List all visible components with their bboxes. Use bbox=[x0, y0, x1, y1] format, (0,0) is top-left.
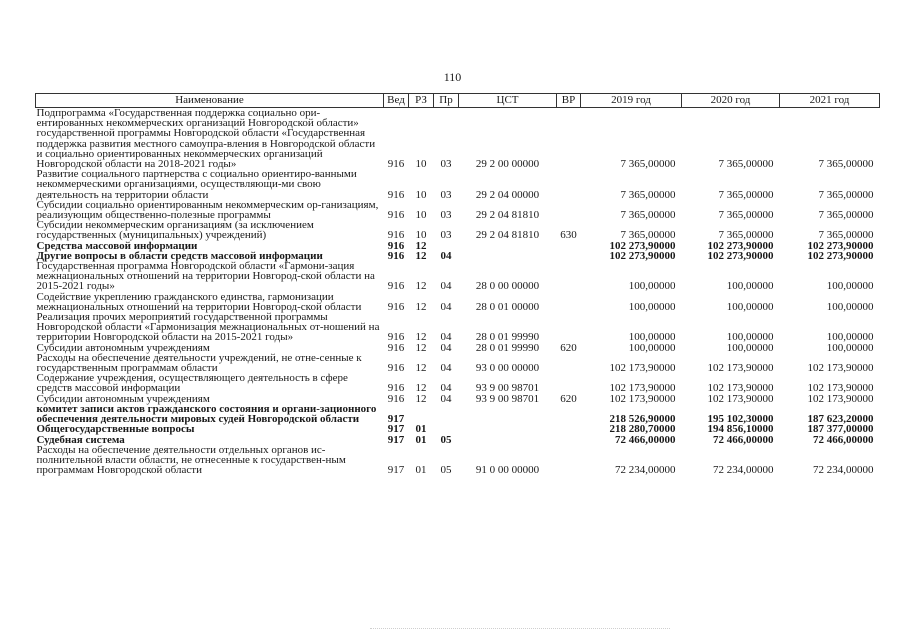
cell-2019: 102 173,90000 bbox=[609, 382, 676, 395]
table-row bbox=[36, 353, 880, 373]
cell-2019: 218 526,90000 bbox=[609, 413, 676, 426]
cell-2021: 7 365,00000 bbox=[818, 209, 874, 222]
cell-rz: 12 bbox=[415, 331, 427, 344]
cell-vr bbox=[557, 404, 581, 424]
cell-vr bbox=[557, 261, 581, 292]
cell-vr bbox=[557, 445, 581, 476]
cell-2019: 218 280,70000 bbox=[609, 423, 676, 436]
cell-vr: 630 bbox=[560, 229, 577, 242]
cell-pr: 03 bbox=[440, 158, 452, 171]
header-ved: Вед bbox=[384, 94, 409, 108]
budget-table bbox=[35, 93, 880, 475]
cell-2020: 7 365,00000 bbox=[718, 188, 774, 201]
cell-ved: 916 bbox=[387, 209, 405, 222]
cell-2021: 100,00000 bbox=[826, 341, 874, 354]
cell-vr bbox=[557, 312, 581, 343]
table-header-row bbox=[36, 94, 880, 108]
cell-2019: 100,00000 bbox=[628, 331, 676, 344]
cell-vr bbox=[557, 435, 581, 445]
cell-2019: 100,00000 bbox=[628, 280, 676, 293]
table-row bbox=[36, 445, 880, 476]
cell-2020: 100,00000 bbox=[726, 341, 774, 354]
header-vr: ВР bbox=[557, 94, 581, 108]
cell-ved: 916 bbox=[387, 300, 405, 313]
cell-2020: 102 273,90000 bbox=[707, 249, 774, 262]
cell-name: комитет записи актов гражданского состояния и органи-зационного обеспечения деятельности мировых судей Новгородской области bbox=[36, 402, 377, 426]
cell-vr: 620 bbox=[560, 341, 577, 354]
cell-2020: 102 173,90000 bbox=[707, 392, 774, 405]
cell-2020: 72 234,00000 bbox=[713, 464, 774, 477]
cell-name: Другие вопросы в области средств массовой информации bbox=[36, 249, 323, 262]
cell-name: Субсидии социально ориентированным некоммерческим ор-ганизациям, реализующим общественно-полезные программы bbox=[36, 198, 379, 222]
cell-2021: 100,00000 bbox=[826, 331, 874, 344]
cell-rz: 12 bbox=[415, 280, 427, 293]
cell-name: Судебная система bbox=[36, 433, 125, 446]
cell-name: Государственная программа Новгородской области «Гармони-зация межнациональных отношений на территории Новгород-ской области на 2015-2021 годы» bbox=[36, 260, 375, 293]
table-row bbox=[36, 220, 880, 240]
cell-vr bbox=[557, 108, 581, 170]
cell-cst: 29 2 04 81810 bbox=[475, 209, 540, 222]
cell-ved: 916 bbox=[387, 249, 405, 262]
cell-name: Содержание учреждения, осуществляющего деятельность в сфере средств массовой информации bbox=[36, 372, 348, 395]
cell-name: Подпрограмма «Государственная поддержка социально ори-ентированных некоммерческих организаций Новгородской области» государственной программы Новгородской области «Государственная поддержка развития местного самоупра-вления в Новгородской области и социально ориентированных некоммерческих организаций Новгородской области на 2018-2021 годы» bbox=[36, 107, 376, 171]
cell-2021: 72 466,00000 bbox=[813, 433, 874, 446]
cell-name: Развитие социального партнерства с социально ориентиро-ванными некоммерческими организациями, осуществляющи-ми свою деятельность на территории области bbox=[36, 168, 357, 201]
cell-vr bbox=[557, 373, 581, 393]
cell-2020: 102 273,90000 bbox=[707, 239, 774, 252]
cell-vr bbox=[557, 292, 581, 312]
cell-2020: 7 365,00000 bbox=[718, 229, 774, 242]
cell-2019: 102 273,90000 bbox=[609, 239, 676, 252]
table-row bbox=[36, 200, 880, 220]
cell-vr bbox=[557, 241, 581, 251]
cell-pr: 05 bbox=[440, 464, 452, 477]
cell-2020: 72 466,00000 bbox=[713, 433, 774, 446]
cell-cst bbox=[459, 435, 557, 445]
cell-2021: 100,00000 bbox=[826, 300, 874, 313]
cell-ved: 917 bbox=[387, 433, 405, 446]
table-row bbox=[36, 424, 880, 434]
table-row bbox=[36, 312, 880, 343]
cell-2019: 7 365,00000 bbox=[620, 158, 676, 171]
cell-2021: 7 365,00000 bbox=[818, 158, 874, 171]
cell-pr: 04 bbox=[440, 362, 452, 375]
cell-ved: 917 bbox=[387, 413, 405, 426]
cell-2021: 102 273,90000 bbox=[807, 239, 874, 252]
cell-rz bbox=[409, 404, 434, 424]
cell-cst: 29 2 04 00000 bbox=[475, 188, 540, 201]
cell-2020: 100,00000 bbox=[726, 280, 774, 293]
cell-2019: 72 234,00000 bbox=[615, 464, 676, 477]
cell-cst: 28 0 01 00000 bbox=[475, 300, 540, 313]
cell-rz: 12 bbox=[415, 341, 427, 354]
cell-2021: 7 365,00000 bbox=[818, 188, 874, 201]
cell-2019: 7 365,00000 bbox=[620, 188, 676, 201]
cell-name: Субсидии автономным учреждениям bbox=[36, 341, 210, 354]
cell-2021: 102 273,90000 bbox=[807, 249, 874, 262]
cell-2019: 7 365,00000 bbox=[620, 229, 676, 242]
cell-cst bbox=[459, 404, 557, 424]
cell-2019: 100,00000 bbox=[628, 341, 676, 354]
cell-2020: 195 102,30000 bbox=[707, 413, 774, 426]
cell-name: Содействие укреплению гражданского единства, гармонизации межнациональных отношений на территории Новгород-ской области bbox=[36, 290, 362, 313]
cell-cst: 29 2 00 00000 bbox=[475, 158, 540, 171]
header-pr: Пр bbox=[434, 94, 459, 108]
cell-2020: 100,00000 bbox=[726, 300, 774, 313]
cell-2021: 187 623,20000 bbox=[807, 413, 874, 426]
cell-name: Расходы на обеспечение деятельности учреждений, не отне-сенные к государственным программам области bbox=[36, 351, 362, 375]
cell-cst: 28 0 01 99990 bbox=[475, 331, 540, 344]
header-2021: 2021 год bbox=[780, 94, 880, 108]
cell-2020: 102 173,90000 bbox=[707, 382, 774, 395]
cell-pr: 03 bbox=[440, 229, 452, 242]
cell-vr bbox=[557, 200, 581, 220]
cell-2019: 102 173,90000 bbox=[609, 392, 676, 405]
cell-pr bbox=[434, 424, 459, 434]
cell-name: Субсидии автономным учреждениям bbox=[36, 392, 210, 405]
cell-2020: 102 173,90000 bbox=[707, 362, 774, 375]
header-2020: 2020 год bbox=[682, 94, 780, 108]
cell-rz: 12 bbox=[415, 392, 427, 405]
cell-ved: 916 bbox=[387, 331, 405, 344]
cell-name: Субсидии некоммерческим организациям (за исключением государственных (муниципальных) учреждений) bbox=[36, 219, 314, 242]
table-row bbox=[36, 261, 880, 292]
cell-cst: 29 2 04 81810 bbox=[475, 229, 540, 242]
cell-name: Общегосударственные вопросы bbox=[36, 423, 195, 436]
cell-2019: 102 273,90000 bbox=[609, 249, 676, 262]
table-row bbox=[36, 292, 880, 312]
cell-cst bbox=[459, 424, 557, 434]
cell-rz: 12 bbox=[415, 239, 427, 252]
cell-rz: 10 bbox=[415, 158, 427, 171]
cell-name: Реализация прочих мероприятий государственной программы Новгородской области «Гармонизация межнациональных от-ношений на территории Новгородской области на 2015-2021 годы» bbox=[36, 311, 380, 344]
cell-ved: 916 bbox=[387, 362, 405, 375]
cell-2020: 7 365,00000 bbox=[718, 209, 774, 222]
cell-rz: 01 bbox=[415, 423, 427, 436]
cell-vr bbox=[557, 169, 581, 200]
header-cst: ЦСТ bbox=[459, 94, 557, 108]
cell-2019: 100,00000 bbox=[628, 300, 676, 313]
table-row bbox=[36, 373, 880, 393]
cell-cst: 93 0 00 00000 bbox=[475, 362, 540, 375]
cell-rz: 12 bbox=[415, 382, 427, 395]
cell-ved: 916 bbox=[387, 341, 405, 354]
cell-rz: 01 bbox=[415, 433, 427, 446]
table-row bbox=[36, 404, 880, 424]
header-2019: 2019 год bbox=[581, 94, 682, 108]
table-row bbox=[36, 108, 880, 170]
cell-pr: 04 bbox=[440, 300, 452, 313]
cell-rz: 01 bbox=[415, 464, 427, 477]
cell-2019: 72 466,00000 bbox=[615, 433, 676, 446]
cell-cst: 91 0 00 00000 bbox=[475, 464, 540, 477]
page-number: 110 bbox=[443, 70, 462, 84]
table-row bbox=[36, 169, 880, 200]
cell-rz: 12 bbox=[415, 249, 427, 262]
cell-pr: 04 bbox=[440, 280, 452, 293]
cell-ved: 916 bbox=[387, 158, 405, 171]
cell-2021: 100,00000 bbox=[826, 280, 874, 293]
cell-pr: 04 bbox=[440, 341, 452, 354]
cell-pr: 03 bbox=[440, 188, 452, 201]
cell-cst: 28 0 01 99990 bbox=[475, 341, 540, 354]
cell-ved: 916 bbox=[387, 239, 405, 252]
cell-ved: 917 bbox=[387, 423, 405, 436]
cell-2021: 72 234,00000 bbox=[813, 464, 874, 477]
header-rz: РЗ bbox=[409, 94, 434, 108]
cell-2021: 187 377,00000 bbox=[807, 423, 874, 436]
header-name: Наименование bbox=[36, 94, 384, 108]
cell-pr: 03 bbox=[440, 209, 452, 222]
cell-2020: 7 365,00000 bbox=[718, 158, 774, 171]
cell-rz: 10 bbox=[415, 229, 427, 242]
cell-ved: 916 bbox=[387, 280, 405, 293]
cell-pr: 04 bbox=[440, 249, 452, 262]
cell-2021: 102 173,90000 bbox=[807, 392, 874, 405]
cell-cst: 28 0 00 00000 bbox=[475, 280, 540, 293]
cell-pr: 04 bbox=[440, 382, 452, 395]
cell-pr: 04 bbox=[440, 331, 452, 344]
cell-pr: 04 bbox=[440, 392, 452, 405]
cell-2021: 102 173,90000 bbox=[807, 382, 874, 395]
cell-ved: 916 bbox=[387, 392, 405, 405]
cell-name: Средства массовой информации bbox=[36, 239, 198, 252]
cell-2021: 7 365,00000 bbox=[818, 229, 874, 242]
cell-2019: 102 173,90000 bbox=[609, 362, 676, 375]
cell-rz: 10 bbox=[415, 209, 427, 222]
cell-cst: 93 9 00 98701 bbox=[475, 382, 540, 395]
cell-pr: 05 bbox=[440, 433, 452, 446]
cell-2019: 7 365,00000 bbox=[620, 209, 676, 222]
cell-vr bbox=[557, 353, 581, 373]
cell-2020: 194 856,10000 bbox=[707, 423, 774, 436]
cell-vr bbox=[557, 251, 581, 261]
cell-cst bbox=[459, 251, 557, 261]
cell-rz: 12 bbox=[415, 362, 427, 375]
cell-vr: 620 bbox=[560, 392, 577, 405]
cell-cst bbox=[459, 241, 557, 251]
cell-rz: 12 bbox=[415, 300, 427, 313]
footer-scan-marks bbox=[370, 628, 670, 633]
cell-ved: 916 bbox=[387, 382, 405, 395]
cell-cst: 93 9 00 98701 bbox=[475, 392, 540, 405]
cell-rz: 10 bbox=[415, 188, 427, 201]
cell-pr bbox=[434, 404, 459, 424]
cell-name: Расходы на обеспечение деятельности отдельных органов ис-полнительной власти области, не отнесенные к государствен-ным программам Новгородской области bbox=[36, 443, 346, 477]
cell-ved: 916 bbox=[387, 229, 405, 242]
cell-vr bbox=[557, 424, 581, 434]
cell-ved: 916 bbox=[387, 188, 405, 201]
cell-2021: 102 173,90000 bbox=[807, 362, 874, 375]
cell-2020: 100,00000 bbox=[726, 331, 774, 344]
cell-ved: 917 bbox=[387, 464, 405, 477]
